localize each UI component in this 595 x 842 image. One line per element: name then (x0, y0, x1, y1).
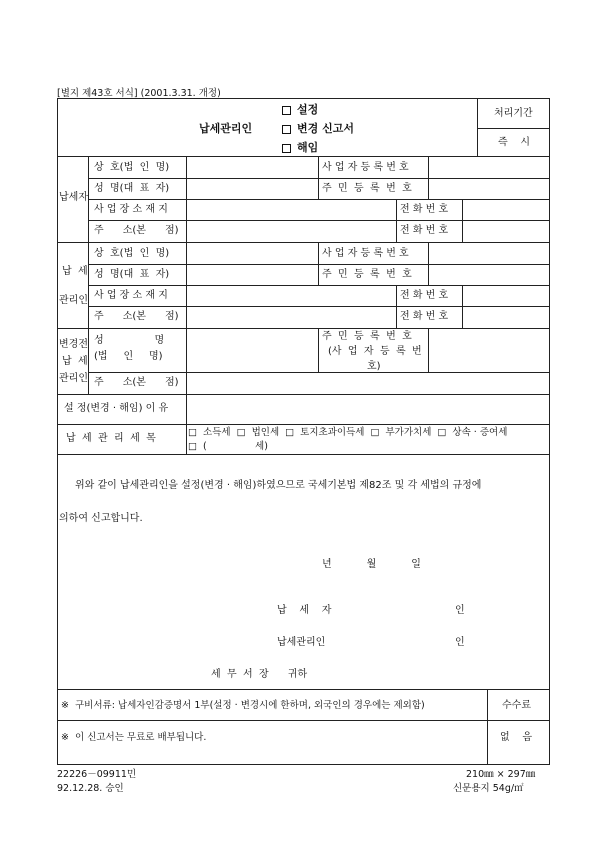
taxpayer-phone1-label: 전 화 번 호 (400, 204, 449, 215)
reason-label: 설 정(변경 · 해임) 이 유 (64, 403, 169, 414)
taxpayer-phone2-field[interactable] (464, 222, 548, 240)
manager-resident-field[interactable] (430, 266, 548, 283)
taxpayer-biz-reg-field[interactable] (430, 158, 548, 176)
prev-manager-resident-label-1: 주 민 등 록 번 호 (322, 331, 412, 342)
taxpayer-biz-address-field[interactable] (188, 201, 394, 218)
fee-label: 수수료 (502, 700, 531, 711)
footer-approval: 92.12.28. 승인 (57, 783, 124, 794)
manager-biz-reg-field[interactable] (430, 244, 548, 262)
manager-phone1-field[interactable] (464, 287, 548, 304)
footer-code: 22226－09911민 (57, 769, 137, 780)
taxpayer-biz-address-label: 사 업 장 소 재 지 (94, 204, 168, 215)
prev-manager-name-label-1: 성 명 (94, 335, 165, 346)
footer-paper-type: 신문용지 54g/㎡ (453, 783, 524, 794)
prev-manager-group-label-2: 납 세 (62, 356, 88, 367)
prev-manager-address-label: 주 소(본 점) (94, 377, 179, 388)
footer-paper-size: 210㎜ × 297㎜ (466, 769, 536, 780)
taxpayer-address-label: 주 소(본 점) (94, 225, 179, 236)
declaration-date: 년 월 일 (322, 559, 421, 570)
processing-period-value: 즉 시 (498, 137, 531, 148)
free-distribution-note: ※ 이 신고서는 무료로 배부됩니다. (61, 732, 207, 743)
manager-address-field[interactable] (188, 308, 394, 326)
manager-group-label-2: 관리인 (59, 295, 88, 306)
taxpayer-resident-label: 주 민 등 록 번 호 (322, 183, 412, 194)
checkbox-change[interactable] (282, 125, 291, 134)
taxpayer-group-label: 납세자 (59, 192, 88, 203)
option-dismiss[interactable]: 해임 (282, 142, 318, 153)
manager-group-label-1: 납 세 (62, 266, 88, 277)
manager-company-name-label: 상 호(법 인 명) (94, 248, 170, 259)
manager-phone2-label: 전 화 번 호 (400, 311, 449, 322)
taxpayer-seal: 인 (455, 605, 465, 616)
taxpayer-phone1-field[interactable] (464, 201, 548, 218)
checkbox-setup[interactable] (282, 106, 291, 115)
manager-signature-label: 납세관리인 (277, 637, 326, 648)
manager-address-label: 주 소(본 점) (94, 311, 179, 322)
taxpayer-biz-reg-label: 사 업 자 등 록 번 호 (322, 162, 409, 173)
taxpayer-company-name-field[interactable] (188, 158, 316, 176)
prev-manager-name-label-2: (법 인 명) (94, 351, 163, 362)
form-label: [별지 제43호 서식] (2001.3.31. 개정) (57, 88, 221, 99)
manager-company-name-field[interactable] (188, 244, 316, 262)
taxpayer-signature-label: 납 세 자 (277, 605, 332, 616)
option-change[interactable]: 변경 신고서 (282, 123, 354, 134)
declaration-line-2: 의하여 신고합니다. (59, 513, 143, 524)
option-setup[interactable]: 설정 (282, 104, 318, 115)
declaration-line-1: 위와 같이 납세관리인을 설정(변경 · 해임)하였으므로 국세기본법 제82조 및 각 세법의 규정에 (75, 480, 482, 491)
prev-manager-group-label-1: 변경전 (59, 339, 88, 350)
manager-seal: 인 (455, 637, 465, 648)
manager-biz-address-field[interactable] (188, 287, 394, 304)
recipient: 세 무 서 장 귀하 (211, 669, 308, 680)
form-title: 납세관리인 (199, 122, 253, 135)
tax-items-label: 납 세 관 리 세 목 (66, 433, 156, 444)
prev-manager-resident-label-2: (사 업 자 등 록 번 (328, 346, 422, 357)
fee-value: 없 음 (500, 732, 533, 743)
taxpayer-address-field[interactable] (188, 222, 394, 240)
manager-biz-reg-label: 사 업 자 등 록 번 호 (322, 248, 409, 259)
prev-manager-group-label-3: 관리인 (59, 373, 88, 384)
manager-rep-name-label: 성 명(대 표 자) (94, 269, 170, 280)
manager-phone1-label: 전 화 번 호 (400, 290, 449, 301)
taxpayer-company-name-label: 상 호(법 인 명) (94, 162, 170, 173)
taxpayer-phone2-label: 전 화 번 호 (400, 225, 449, 236)
prev-manager-resident-label-3: 호) (367, 361, 381, 372)
tax-items-other[interactable]: □ ( 세) (188, 441, 268, 452)
prev-manager-name-field[interactable] (188, 330, 316, 370)
reason-field[interactable] (188, 396, 548, 422)
processing-period-label: 처리기간 (494, 108, 533, 119)
prev-manager-address-field[interactable] (188, 374, 548, 392)
taxpayer-rep-name-field[interactable] (188, 180, 316, 197)
prev-manager-resident-field[interactable] (430, 330, 548, 370)
tax-items-options[interactable]: □ 소득세 □ 법인세 □ 토지초과이득세 □ 부가가치세 □ 상속 · 증여세 (188, 427, 508, 438)
manager-rep-name-field[interactable] (188, 266, 316, 283)
taxpayer-rep-name-label: 성 명(대 표 자) (94, 183, 170, 194)
taxpayer-resident-field[interactable] (430, 180, 548, 197)
manager-resident-label: 주 민 등 록 번 호 (322, 269, 412, 280)
required-docs-note: ※ 구비서류: 납세자인감증명서 1부(설정 · 변경시에 한하며, 외국인의 경우에는 제외함) (61, 700, 425, 711)
manager-phone2-field[interactable] (464, 308, 548, 326)
checkbox-dismiss[interactable] (282, 144, 291, 153)
manager-biz-address-label: 사 업 장 소 재 지 (94, 290, 168, 301)
